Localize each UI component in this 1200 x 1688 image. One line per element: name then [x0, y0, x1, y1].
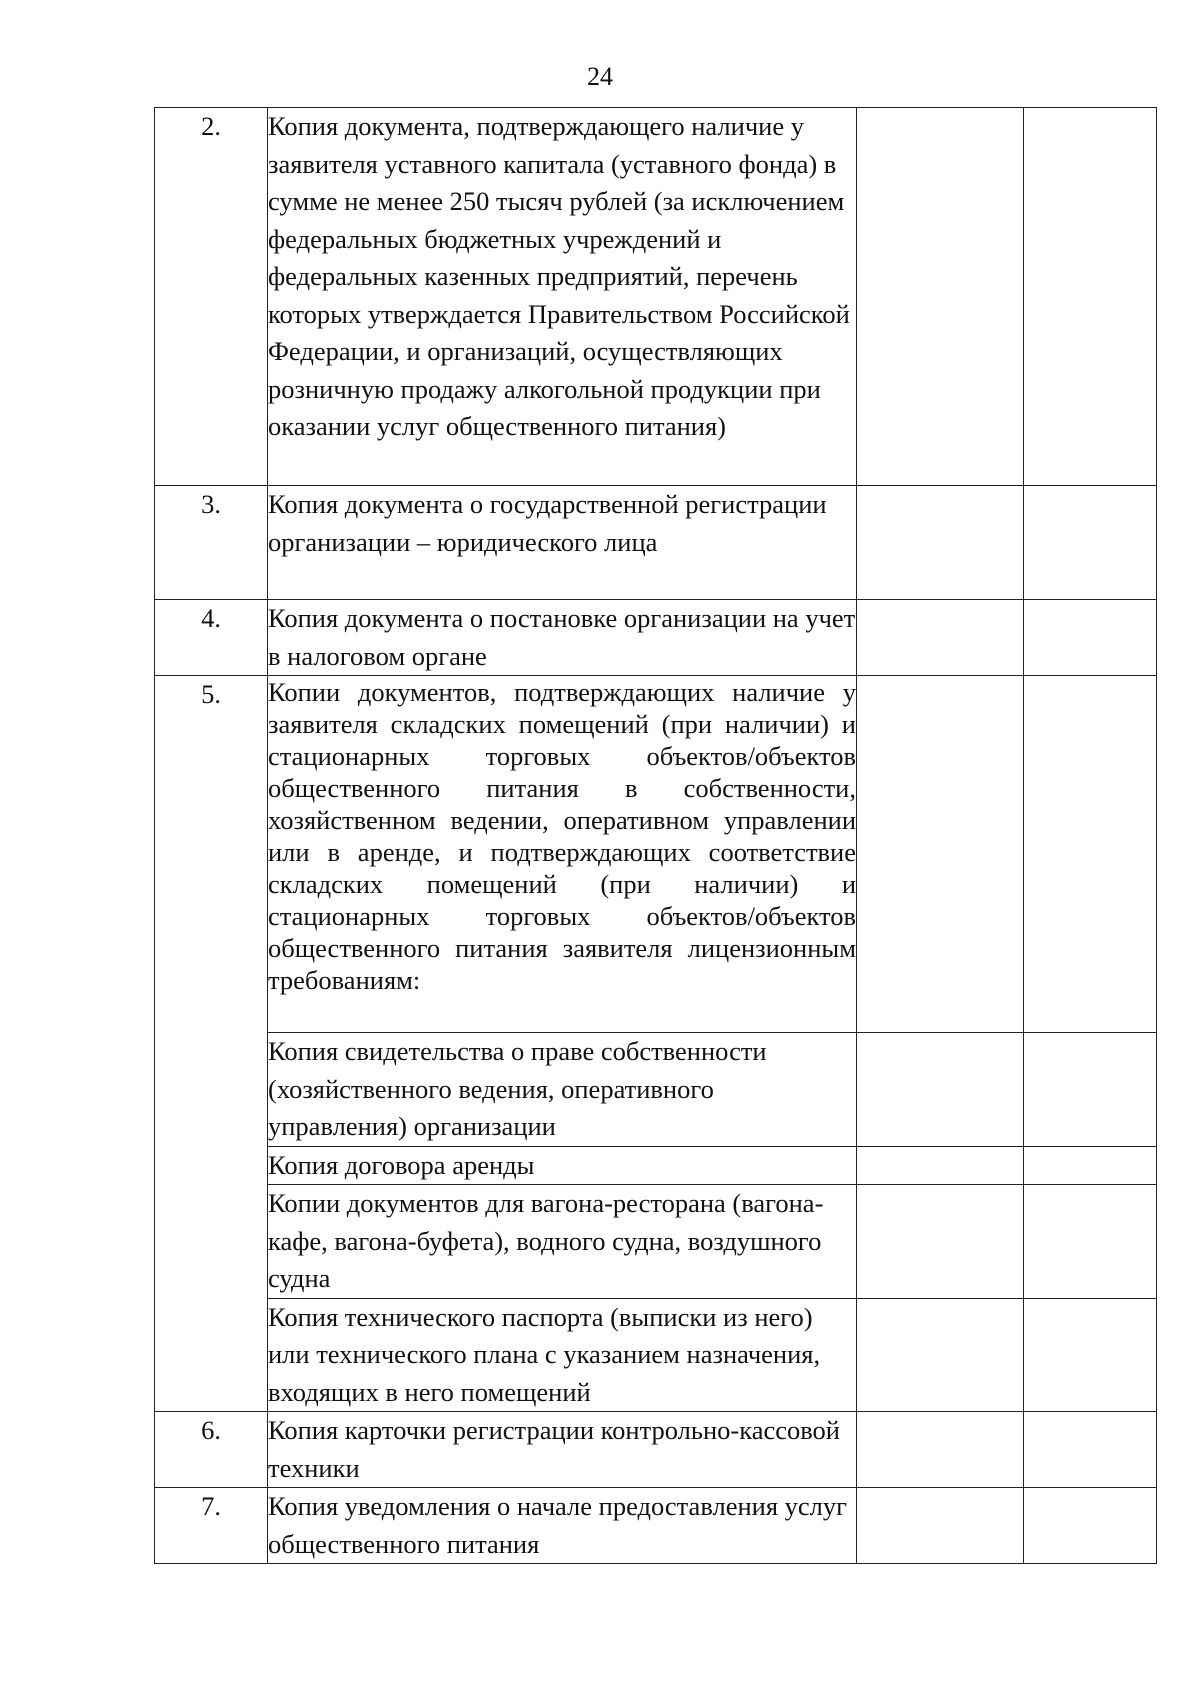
empty-cell — [857, 1146, 1024, 1185]
empty-cell — [1024, 1185, 1157, 1299]
table-row — [155, 600, 1157, 676]
row-description: Копия карточки регистрации контрольно-кассовой техники — [268, 1412, 857, 1488]
row-description — [268, 676, 857, 1033]
empty-cell — [1024, 486, 1157, 600]
table-subrow — [155, 1033, 1157, 1147]
row-description: Копия уведомления о начале предоставления услуг общественного питания — [268, 1488, 857, 1564]
row-number: 6. — [155, 1412, 268, 1488]
subrow-description: Копия технического паспорта (выписки из него) или технического плана с указанием назначения, входящих в него помещений — [268, 1298, 857, 1412]
row-number: 5. — [155, 676, 268, 1412]
empty-cell — [1024, 1146, 1157, 1185]
empty-cell — [857, 600, 1024, 676]
empty-cell — [1024, 1488, 1157, 1564]
table-subrow — [155, 1298, 1157, 1412]
empty-cell — [857, 1033, 1024, 1147]
subrow-description: Копия свидетельства о праве собственности (хозяйственного ведения, оперативного управления) организации — [268, 1033, 857, 1147]
empty-cell — [1024, 1033, 1157, 1147]
subrow-description: Копия договора аренды — [268, 1146, 857, 1185]
empty-cell — [1024, 108, 1157, 486]
empty-cell — [1024, 1298, 1157, 1412]
row-number: 4. — [155, 600, 268, 676]
row-number: 2. — [155, 108, 268, 486]
row-description: Копия документа, подтверждающего наличие у заявителя уставного капитала (уставного фонда) в сумме не менее 250 тысяч рублей (за исключением федеральных бюджетных учреждений и федеральных казенных предприятий, перечень которых утверждается Правительством Российской Федерации, и организаций, осуществляющих розничную продажу алкогольной продукции при оказании услуг общественного питания) — [268, 108, 857, 486]
table-row — [155, 676, 1157, 1033]
table-row — [155, 486, 1157, 600]
row-number: 7. — [155, 1488, 268, 1564]
row-description-last-line: требованиям: — [268, 965, 421, 995]
table-subrow — [155, 1146, 1157, 1185]
empty-cell — [857, 676, 1024, 1033]
row-description-text: Копии документов, подтверждающих наличие у заявителя складских помещений (при наличии) и стационарных торговых объектов/объектов общественного питания в собственности, хозяйственном ведении, оперативном управлении или в аренде, и подтверждающих соответствие складских помещений (при наличии) и стационарных торговых объектов/объектов общественного питания заявителя лицензионным — [268, 677, 856, 963]
subrow-description: Копии документов для вагона-ресторана (вагона-кафе, вагона-буфета), водного судна, воздушного судна — [268, 1185, 857, 1299]
row-number: 3. — [155, 486, 268, 600]
empty-cell — [857, 486, 1024, 600]
row-description: Копия документа о постановке организации на учет в налоговом органе — [268, 600, 857, 676]
table-row — [155, 1412, 1157, 1488]
page-number: 24 — [587, 62, 613, 91]
empty-cell — [857, 1412, 1024, 1488]
empty-cell — [1024, 600, 1157, 676]
empty-cell — [857, 1488, 1024, 1564]
table-subrow — [155, 1185, 1157, 1299]
empty-cell — [857, 1298, 1024, 1412]
empty-cell — [857, 1185, 1024, 1299]
table-row — [155, 108, 1157, 486]
empty-cell — [1024, 1412, 1157, 1488]
empty-cell — [1024, 676, 1157, 1033]
table-row — [155, 1488, 1157, 1564]
empty-cell — [857, 108, 1024, 486]
row-description: Копия документа о государственной регистрации организации – юридического лица — [268, 486, 857, 600]
documents-table — [154, 107, 1157, 1564]
